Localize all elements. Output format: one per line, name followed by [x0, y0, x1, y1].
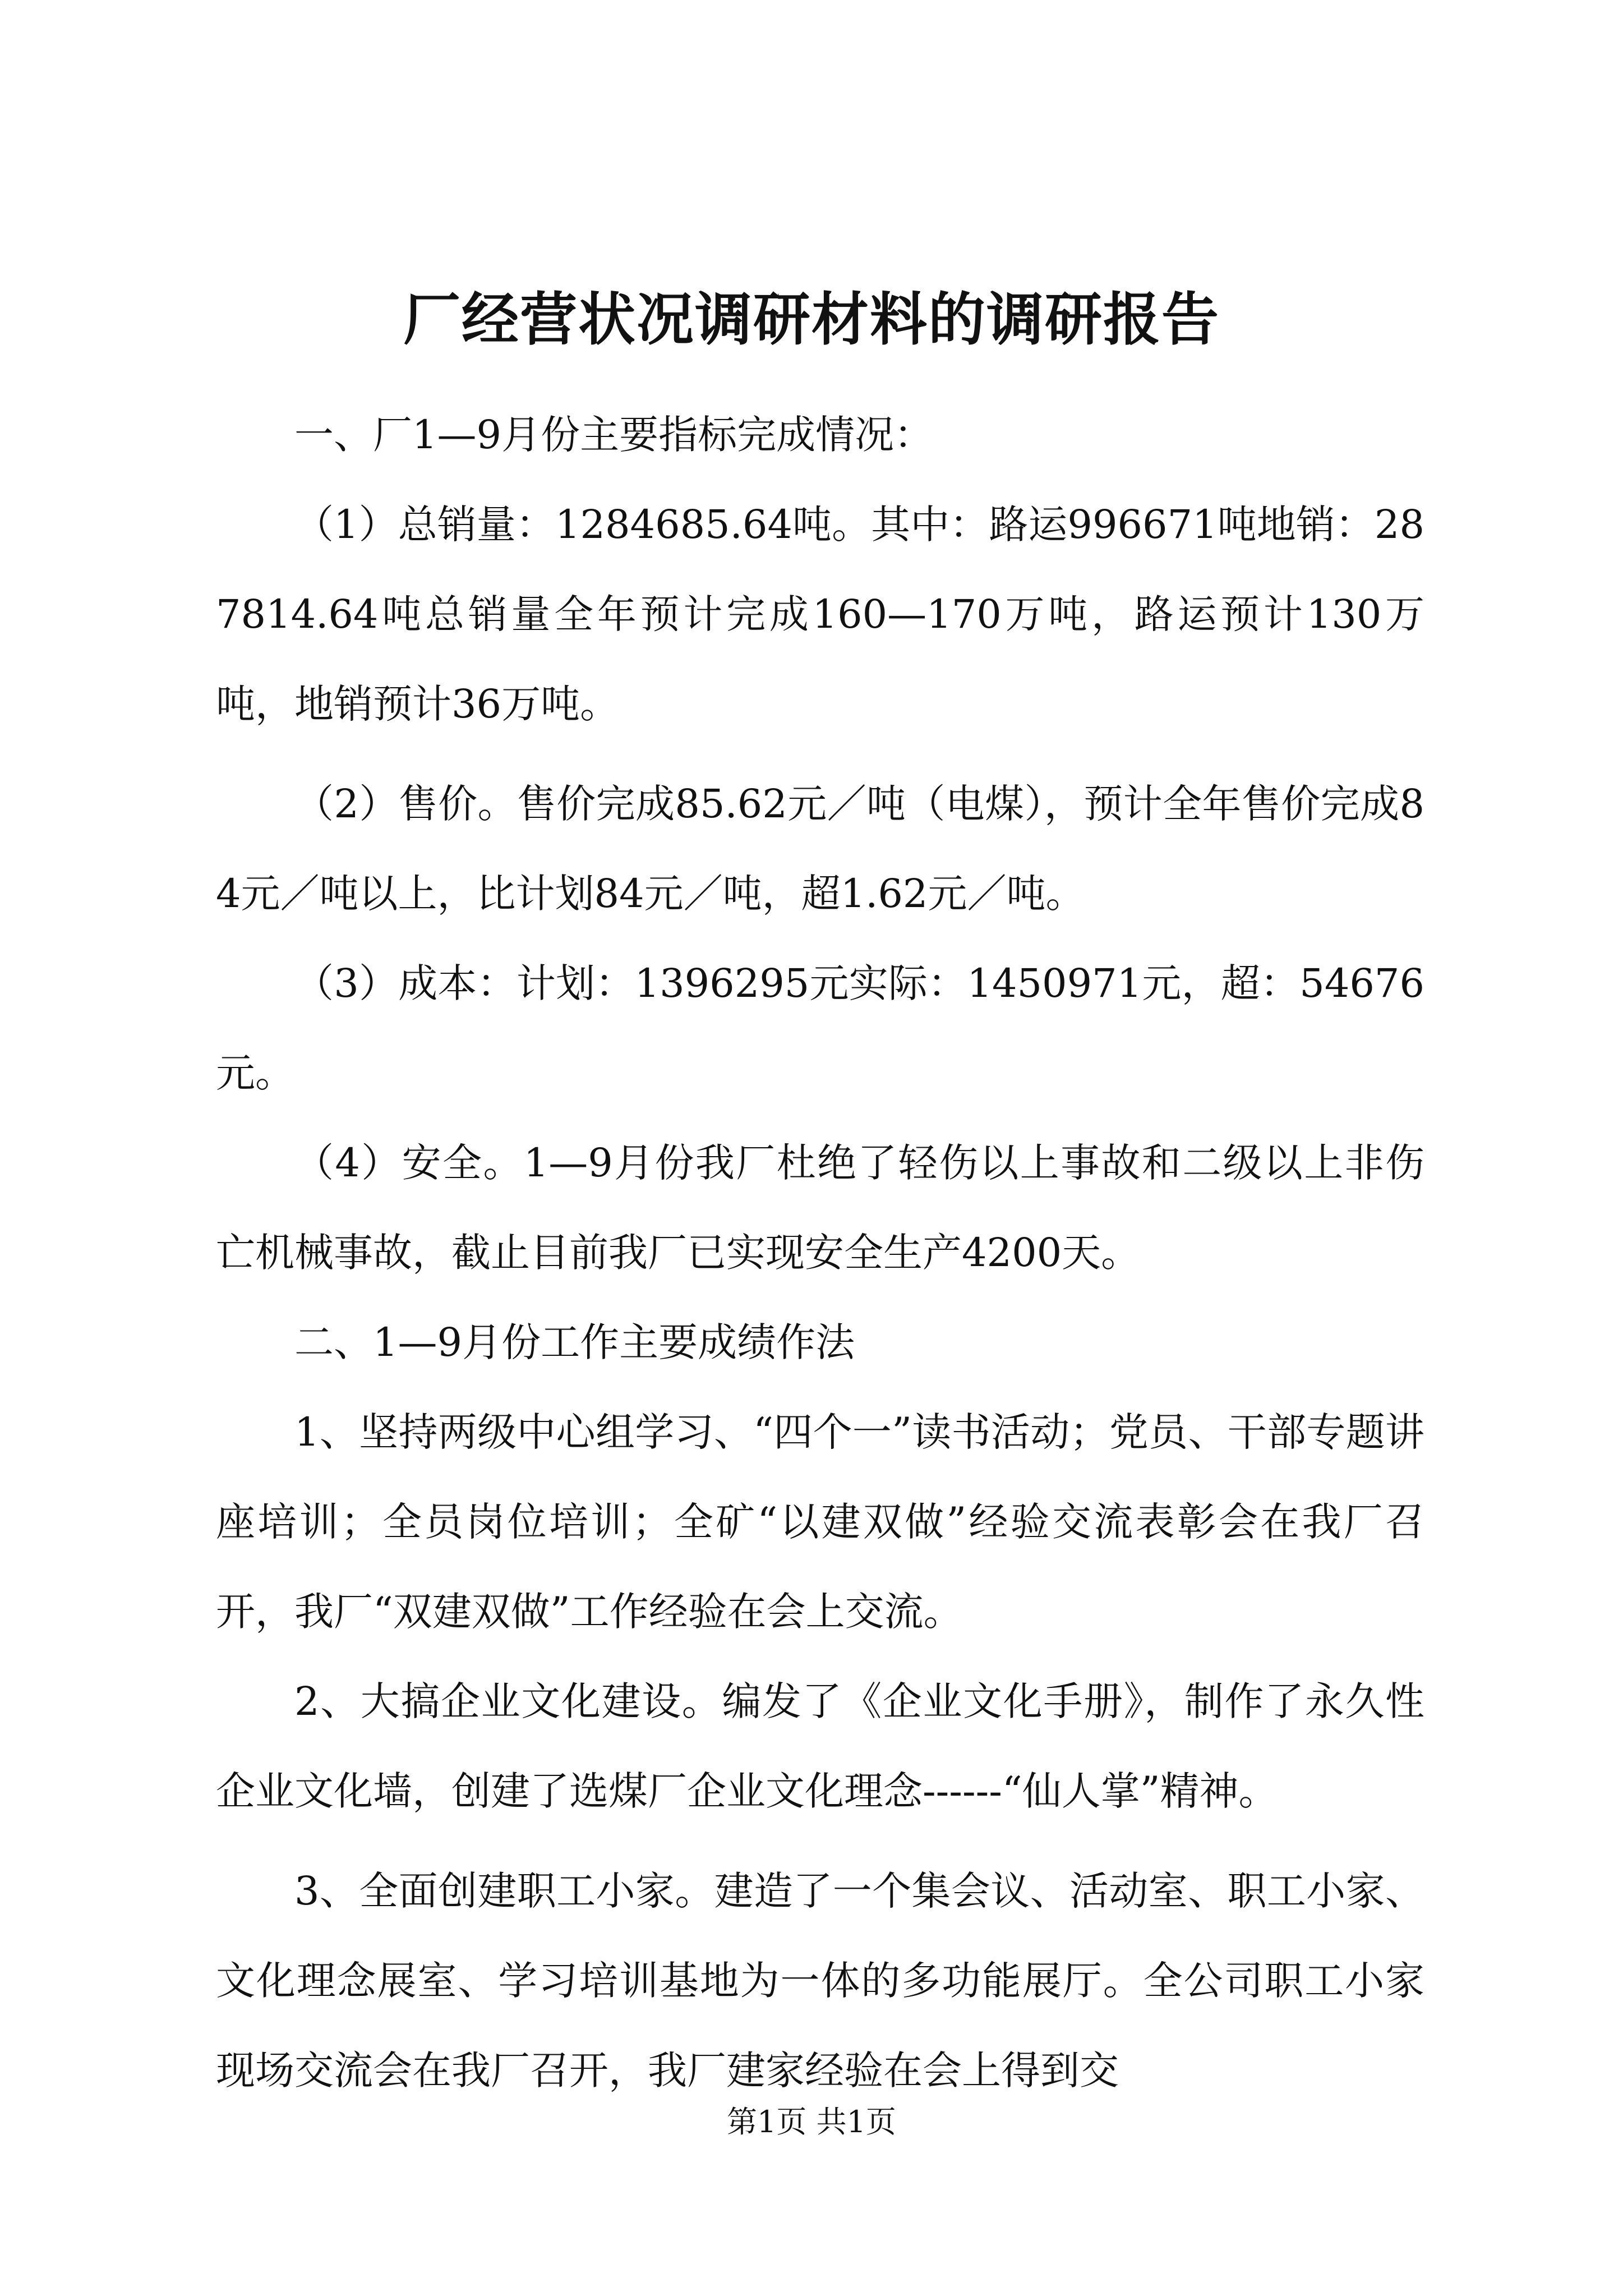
- section-heading-1: 一、厂1—9月份主要指标完成情况：: [294, 412, 934, 458]
- paragraph-study-activities: 1、坚持两级中心组学习、“四个一”读书活动；党员、干部专题讲座培训；全员岗位培训；全矿“以建双做”经验交流表彰会在我厂召开，我厂“双建双做”工作经验在会上交流。: [216, 1409, 1424, 1635]
- section-heading-2: 二、1—9月份工作主要成绩作法: [294, 1319, 855, 1365]
- paragraph-corporate-culture: 2、大搞企业文化建设。编发了《企业文化手册》，制作了永久性企业文化墙，创建了选煤厂企业文化理念------“仙人掌”精神。: [216, 1678, 1424, 1814]
- paragraph-price: （2）售价。售价完成85.62元／吨（电煤），预计全年售价完成84元／吨以上，比计划84元／吨，超1.62元／吨。: [216, 781, 1424, 917]
- paragraph-sales-volume: （1）总销量：1284685.64吨。其中：路运996671吨地销：287814.64吨总销量全年预计完成160—170万吨，路运预计130万吨，地销预计36万吨。: [216, 501, 1424, 727]
- document-body: [216, 390, 1424, 2115]
- page-footer: 第1页 共1页: [727, 2104, 896, 2139]
- paragraph-safety: （4）安全。1—9月份我厂杜绝了轻伤以上事故和二级以上非伤亡机械事故，截止目前我厂已实现安全生产4200天。: [216, 1140, 1424, 1276]
- document-title: 厂经营状况调研材料的调研报告: [403, 286, 1220, 353]
- paragraph-cost: （3）成本：计划：1396295元实际：1450971元，超：54676元。: [216, 960, 1424, 1096]
- paragraph-staff-home: 3、全面创建职工小家。建造了一个集会议、活动室、职工小家、文化理念展室、学习培训基地为一体的多功能展厅。全公司职工小家现场交流会在我厂召开，我厂建家经验在会上得到交: [216, 1868, 1424, 2093]
